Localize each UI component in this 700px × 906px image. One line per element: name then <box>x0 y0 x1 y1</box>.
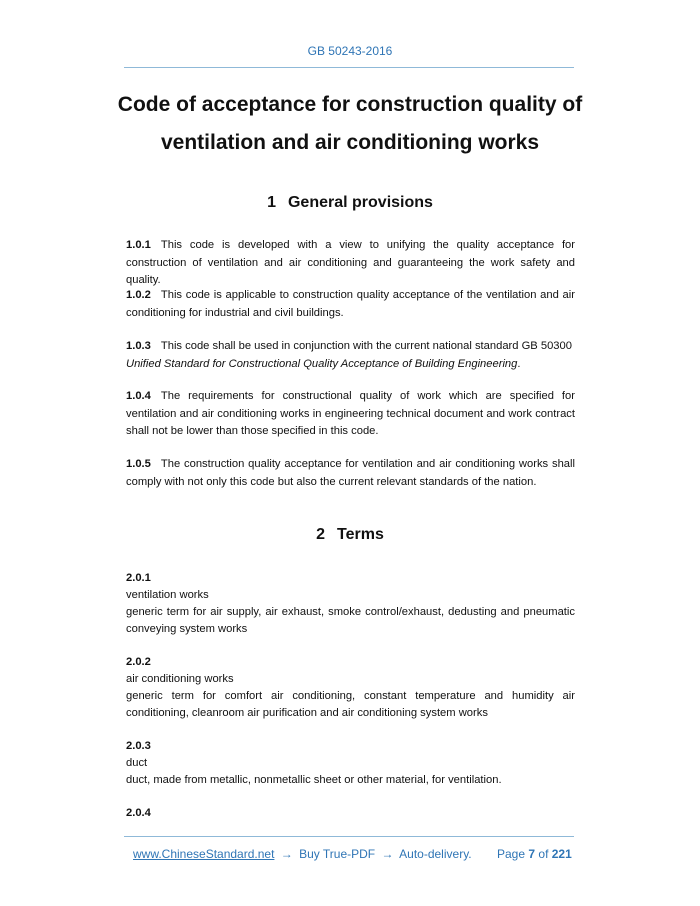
page-title <box>80 86 620 162</box>
clause-1-0-1 <box>126 237 575 290</box>
term-definition: duct, made from metallic, nonmetallic sheet or other material, for ventilation. <box>126 774 502 786</box>
term-definition: generic term for air supply, air exhaust, smoke control/exhaust, dedusting and pneumatic conveying system works <box>126 606 575 635</box>
clause-text: This code shall be used in conjunction with the current national standard GB 50300 <box>160 340 572 352</box>
chapter-title: Terms <box>337 526 384 543</box>
term-number: 2.0.3 <box>126 740 151 752</box>
clause-1-0-5 <box>126 456 575 491</box>
chapter-1-heading <box>0 194 700 212</box>
auto-delivery-text: Auto-delivery. <box>399 847 472 861</box>
clause-number: 1.0.4 <box>126 390 151 402</box>
title-line-1: Code of acceptance for construction quality of <box>117 93 583 116</box>
clause-text: The construction quality acceptance for ventilation and air conditioning works shall comply with not only this code but also the current relevant standards of the nation. <box>126 458 575 488</box>
page-total: 221 <box>551 847 572 861</box>
term-2-0-2 <box>126 654 575 722</box>
header-divider <box>124 67 574 68</box>
chapter-2-heading <box>0 526 700 544</box>
clause-text: This code is applicable to construction quality acceptance of the ventilation and air conditioning for industrial and civil buildings. <box>126 289 575 319</box>
term-name: air conditioning works <box>126 673 234 685</box>
page-label: Page <box>496 847 526 861</box>
clause-1-0-3 <box>126 338 575 373</box>
site-link[interactable]: www.ChineseStandard.net <box>133 847 275 861</box>
clause-text: The requirements for constructional quality of work which are specified for ventilation and air conditioning works in engineering technical document and work contract shall not be lower than those specified in this code. <box>126 390 575 437</box>
page-indicator <box>497 847 572 861</box>
term-number: 2.0.1 <box>126 572 151 584</box>
footer-divider <box>124 836 574 837</box>
clause-text: This code is developed with a view to unifying the quality acceptance for construction of ventilation and air conditioning and guaranteeing the work safety and quality. <box>126 239 575 286</box>
term-number: 2.0.4 <box>126 807 151 819</box>
chapter-number: 2 <box>316 526 326 543</box>
clause-1-0-4 <box>126 388 575 441</box>
term-name: ventilation works <box>126 589 209 601</box>
clause-number: 1.0.5 <box>126 458 151 470</box>
clause-number: 1.0.2 <box>126 289 151 301</box>
referenced-standard-title: Unified Standard for Constructional Quality Acceptance of Building Engineering <box>126 357 518 370</box>
term-2-0-1 <box>126 570 575 638</box>
arrow-right-icon: → <box>381 847 394 861</box>
term-definition: generic term for comfort air conditioning, constant temperature and humidity air conditioning, cleanroom air purification and air conditioning system works <box>126 690 575 719</box>
buy-true-pdf-text: Buy True-PDF <box>299 847 376 861</box>
page-number: 7 <box>528 847 536 861</box>
of-label: of <box>538 847 549 861</box>
term-2-0-4 <box>126 805 575 822</box>
term-2-0-3 <box>126 738 575 789</box>
term-number: 2.0.2 <box>126 656 151 668</box>
chapter-number: 1 <box>267 194 276 211</box>
clause-number: 1.0.3 <box>126 340 151 352</box>
footer-bar <box>133 847 572 861</box>
title-line-2: ventilation and air conditioning works <box>160 131 540 154</box>
chapter-title: General provisions <box>287 194 433 211</box>
clause-text-tail: . <box>517 357 521 370</box>
document-code-header: GB 50243-2016 <box>307 44 393 58</box>
arrow-right-icon: → <box>280 847 293 861</box>
term-name: duct <box>126 757 148 769</box>
clause-number: 1.0.1 <box>126 239 151 251</box>
clause-1-0-2 <box>126 287 575 322</box>
